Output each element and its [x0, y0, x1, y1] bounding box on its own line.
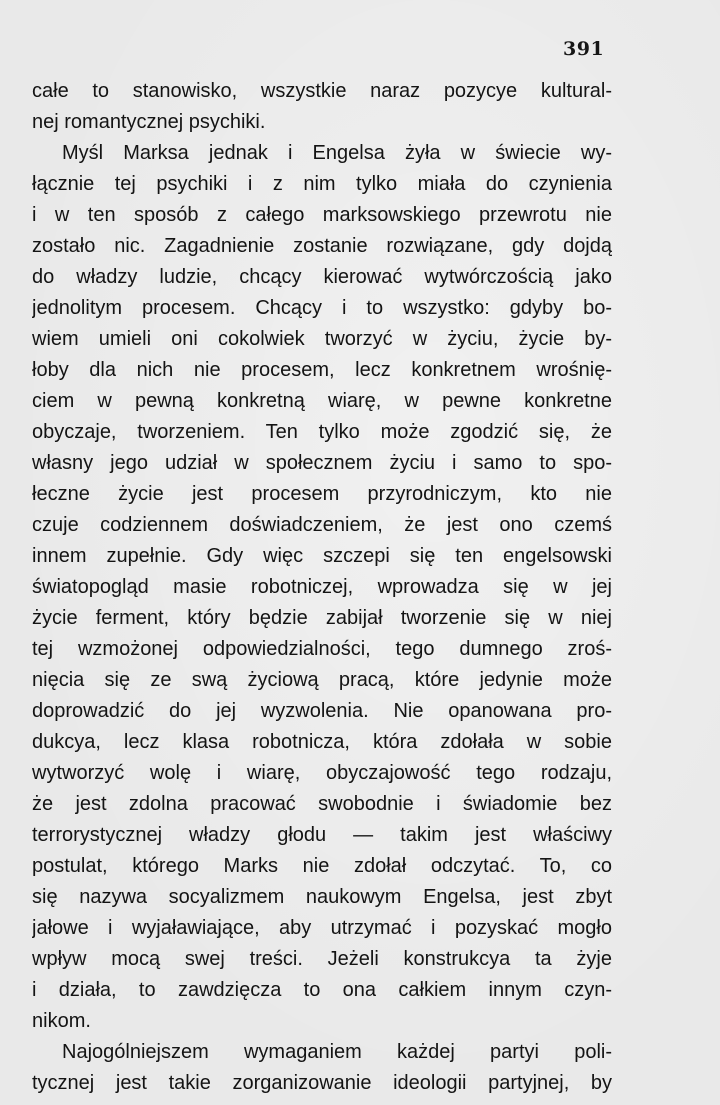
- text-line: wpływ mocą swej treści. Jeżeli konstrukcya ta żyje: [32, 948, 612, 970]
- text-line: własny jego udział w społecznem życiu i samo to spo-: [32, 452, 612, 474]
- text-line: nikom.: [32, 1010, 91, 1032]
- text-line: się nazywa socyalizmem naukowym Engelsa, jest zbyt: [32, 886, 612, 908]
- text-line: terrorystycznej władzy głodu — takim jest właściwy: [32, 824, 612, 846]
- text-line: obyczaje, tworzeniem. Ten tylko może zgodzić się, że: [32, 421, 612, 443]
- text-line: i w ten sposób z całego marksowskiego przewrotu nie: [32, 204, 612, 226]
- text-line: czuje codziennem doświadczeniem, że jest ono czemś: [32, 514, 612, 536]
- text-line: wiem umieli oni cokolwiek tworzyć w życiu, życie by-: [32, 328, 612, 350]
- page-number: 391: [563, 38, 605, 60]
- text-line: innem zupełnie. Gdy więc szczepi się ten engelsowski: [32, 545, 612, 567]
- text-line: Myśl Marksa jednak i Engelsa żyła w świecie wy-: [62, 142, 612, 164]
- text-line: że jest zdolna pracować swobodnie i świadomie bez: [32, 793, 612, 815]
- text-line: postulat, którego Marks nie zdołał odczytać. To, co: [32, 855, 612, 877]
- text-line: łoby dla nich nie procesem, lecz konkretnem wrośnię-: [32, 359, 612, 381]
- text-line: łącznie tej psychiki i z nim tylko miała do czynienia: [32, 173, 612, 195]
- text-line: i działa, to zawdzięcza to ona całkiem innym czyn-: [32, 979, 612, 1001]
- text-line: tej wzmożonej odpowiedzialności, tego dumnego zroś-: [32, 638, 612, 660]
- text-line: doprowadzić do jej wyzwolenia. Nie opanowana pro-: [32, 700, 612, 722]
- text-line: wytworzyć wolę i wiarę, obyczajowość tego rodzaju,: [32, 762, 612, 784]
- text-line: Najogólniejszem wymaganiem każdej partyi poli-: [62, 1041, 612, 1063]
- text-line: zostało nic. Zagadnienie zostanie rozwiązane, gdy dojdą: [32, 235, 612, 257]
- text-line: jednolitym procesem. Chcący i to wszystko: gdyby bo-: [32, 297, 612, 319]
- text-line: nięcia się ze swą życiową pracą, które jedynie może: [32, 669, 612, 691]
- text-line: życie ferment, który będzie zabijał tworzenie się w niej: [32, 607, 612, 629]
- body-text: [32, 76, 612, 1099]
- text-line: tycznej jest takie zorganizowanie ideologii partyjnej, by: [32, 1072, 612, 1094]
- text-line: łeczne życie jest procesem przyrodniczym, kto nie: [32, 483, 612, 505]
- text-line: nej romantycznej psychiki.: [32, 111, 266, 133]
- text-line: światopogląd masie robotniczej, wprowadza się w jej: [32, 576, 612, 598]
- text-line: jałowe i wyjaławiające, aby utrzymać i pozyskać mogło: [32, 917, 612, 939]
- text-line: do władzy ludzie, chcący kierować wytwórczością jako: [32, 266, 612, 288]
- text-line: całe to stanowisko, wszystkie naraz pozycye kultural-: [32, 80, 612, 102]
- text-line: ciem w pewną konkretną wiarę, w pewne konkretne: [32, 390, 612, 412]
- text-line: dukcya, lecz klasa robotnicza, która zdołała w sobie: [32, 731, 612, 753]
